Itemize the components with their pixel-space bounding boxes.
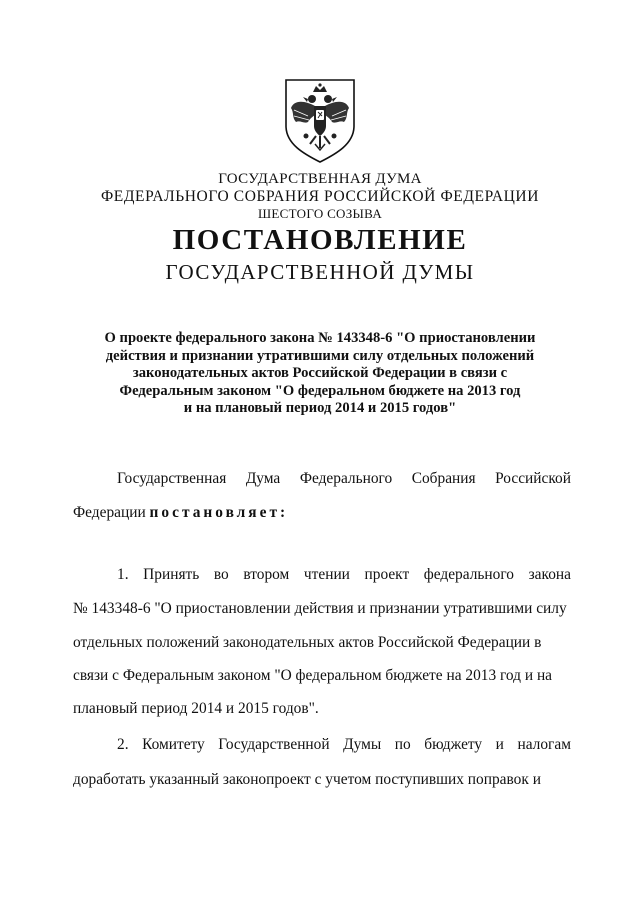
preamble-word: Федерального <box>299 470 393 487</box>
preamble-line-2 <box>73 503 288 523</box>
item1-word: втором <box>243 566 290 583</box>
header-line-1: ГОСУДАРСТВЕННАЯ ДУМА <box>218 171 422 187</box>
item1-line-1 <box>117 565 571 585</box>
item1-word: закона <box>528 566 571 583</box>
preamble-word: Государственная <box>117 470 227 487</box>
item2-word: 2. <box>117 736 129 753</box>
subject-line: действия и признании утратившими силу отдельных положений <box>105 347 535 364</box>
item1-line-2: № 143348-6 "О приостановлении действия и признании утратившими силу <box>73 600 567 617</box>
header-line-3: ШЕСТОГО СОЗЫВА <box>257 206 383 221</box>
document-subtitle: ГОСУДАРСТВЕННОЙ ДУМЫ <box>165 260 475 284</box>
item2-word: налогам <box>517 736 571 753</box>
item2-line-2: доработать указанный законопроект с учетом поступивших поправок и <box>73 771 541 788</box>
item2-word: бюджету <box>424 736 483 753</box>
preamble-line-1 <box>117 469 571 489</box>
item2-word: и <box>495 736 504 753</box>
subject-line: Федеральным законом "О федеральном бюджете на 2013 год <box>119 382 521 399</box>
subject-line: и на плановый период 2014 и 2015 годов" <box>183 400 457 417</box>
item1-line-4: связи с Федеральным законом "О федеральном бюджете на 2013 год и на <box>73 667 553 684</box>
item1-line-5: плановый период 2014 и 2015 годов". <box>73 700 319 717</box>
item1-word: 1. <box>117 566 129 583</box>
item1-word: проект <box>364 566 410 583</box>
item1-word: во <box>213 566 229 583</box>
item1-word: Принять <box>143 566 200 583</box>
preamble-word: Собрания <box>411 470 476 487</box>
item1-word: чтении <box>303 566 350 583</box>
preamble-decree-word: постановляет: <box>149 504 289 521</box>
preamble-word: Российской <box>495 470 571 487</box>
item1-line-3: отдельных положений законодательных актов Российской Федерации в <box>73 634 542 651</box>
item2-word: Комитету <box>142 736 205 753</box>
header-line-2: ФЕДЕРАЛЬНОГО СОБРАНИЯ РОССИЙСКОЙ ФЕДЕРАЦИИ <box>100 188 540 205</box>
item1-word: федерального <box>423 566 514 583</box>
document-subject <box>70 330 570 418</box>
coat-of-arms-emblem <box>282 78 358 164</box>
document-title: ПОСТАНОВЛЕНИЕ <box>172 224 468 256</box>
item2-line-1 <box>117 735 571 755</box>
preamble-word: Дума <box>245 470 281 487</box>
item2-word: по <box>394 736 411 753</box>
subject-line: О проекте федерального закона № 143348-6 "О приостановлении <box>104 330 536 346</box>
preamble-text: Федерации <box>73 504 146 521</box>
item2-word: Думы <box>343 736 382 753</box>
subject-line: законодательных актов Российской Федерации в связи с <box>132 365 508 382</box>
item2-word: Государственной <box>218 736 330 753</box>
